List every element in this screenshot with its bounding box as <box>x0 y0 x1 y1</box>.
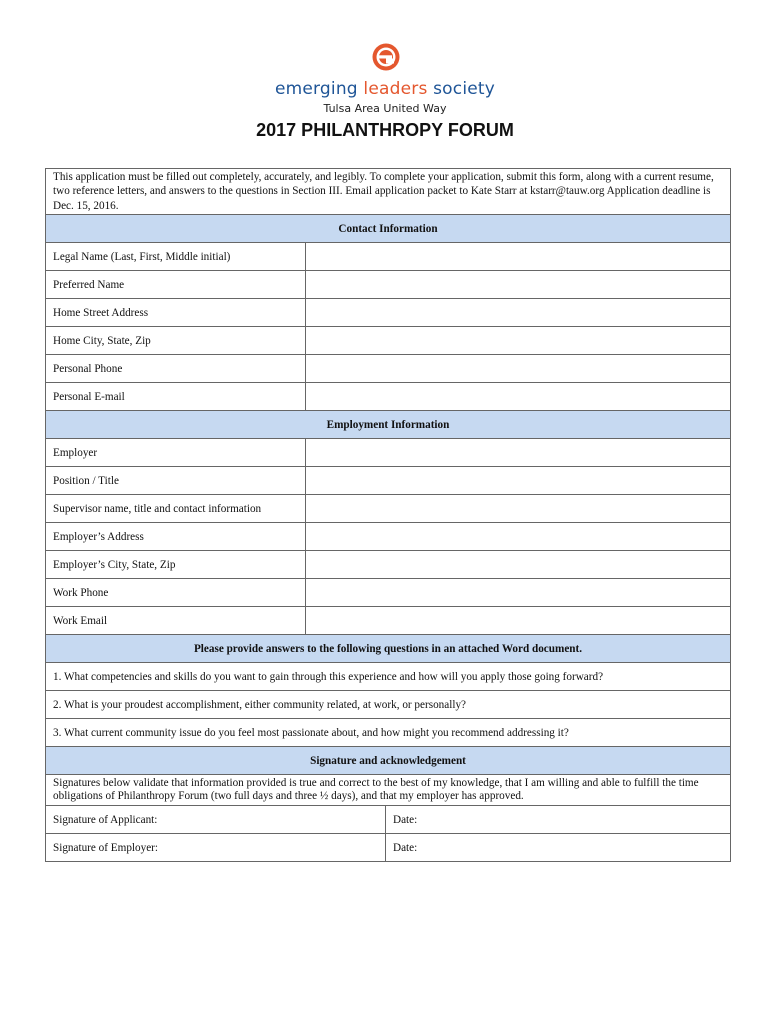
employer-field[interactable] <box>306 439 731 467</box>
employer-address-field[interactable] <box>306 523 731 551</box>
field-label: Position / Title <box>46 467 306 495</box>
field-label: Personal Phone <box>46 355 306 383</box>
acknowledgement-text: Signatures below validate that information provided is true and correct to the best of my knowledge, that I am willing and able to fulfill the time obligations of Philanthropy Forum (two full days and three ½ days), and that my employer has approved. <box>46 775 731 806</box>
legal-name-field[interactable] <box>306 243 731 271</box>
field-label: Supervisor name, title and contact information <box>46 495 306 523</box>
logo <box>0 42 770 120</box>
field-label: Legal Name (Last, First, Middle initial) <box>46 243 306 271</box>
work-phone-field[interactable] <box>306 579 731 607</box>
applicant-date-field[interactable] <box>386 806 731 834</box>
logo-wordmark: emerging leaders society <box>274 79 496 99</box>
employer-city-field[interactable] <box>306 551 731 579</box>
field-label: Work Email <box>46 607 306 635</box>
preferred-name-field[interactable] <box>306 271 731 299</box>
section-header-employment: Employment Information <box>46 411 731 439</box>
field-label: Home City, State, Zip <box>46 327 306 355</box>
section-header-contact: Contact Information <box>46 215 731 243</box>
field-label: Work Phone <box>46 579 306 607</box>
section-header-signature: Signature and acknowledgement <box>46 747 731 775</box>
field-label: Home Street Address <box>46 299 306 327</box>
home-city-field[interactable] <box>306 327 731 355</box>
page-title: 2017 PHILANTHROPY FORUM <box>256 120 514 140</box>
employer-date-field[interactable] <box>386 834 731 862</box>
work-email-field[interactable] <box>306 607 731 635</box>
personal-phone-field[interactable] <box>306 355 731 383</box>
section-header-questions: Please provide answers to the following questions in an attached Word document. <box>46 635 731 663</box>
home-street-field[interactable] <box>306 299 731 327</box>
question-item: 1. What competencies and skills do you want to gain through this experience and how will you apply those going forward? <box>46 663 731 691</box>
applicant-signature-field[interactable] <box>46 806 386 834</box>
personal-email-field[interactable] <box>306 383 731 411</box>
application-form <box>45 168 731 862</box>
question-item: 3. What current community issue do you feel most passionate about, and how might you recommend addressing it? <box>46 719 731 747</box>
supervisor-field[interactable] <box>306 495 731 523</box>
field-label: Preferred Name <box>46 271 306 299</box>
employer-signature-label: Signature of Employer: <box>53 841 159 854</box>
field-label: Employer <box>46 439 306 467</box>
date-label: Date: <box>393 813 418 826</box>
position-title-field[interactable] <box>306 467 731 495</box>
logo-subtitle: Tulsa Area United Way <box>323 102 447 115</box>
field-label: Employer’s City, State, Zip <box>46 551 306 579</box>
applicant-signature-label: Signature of Applicant: <box>53 813 158 826</box>
intro-text: This application must be filled out completely, accurately, and legibly. To complete your application, submit this form, along with a current resume, two reference letters, and answers to the questions in Section III. Email application packet to Kate Starr at kstarr@tauw.org Application deadline is Dec. 15, 2016. <box>46 169 731 215</box>
logo-mark-icon <box>371 42 401 72</box>
employer-signature-field[interactable] <box>46 834 386 862</box>
date-label: Date: <box>393 841 418 854</box>
question-item: 2. What is your proudest accomplishment, either community related, at work, or personally? <box>46 691 731 719</box>
field-label: Personal E-mail <box>46 383 306 411</box>
field-label: Employer’s Address <box>46 523 306 551</box>
